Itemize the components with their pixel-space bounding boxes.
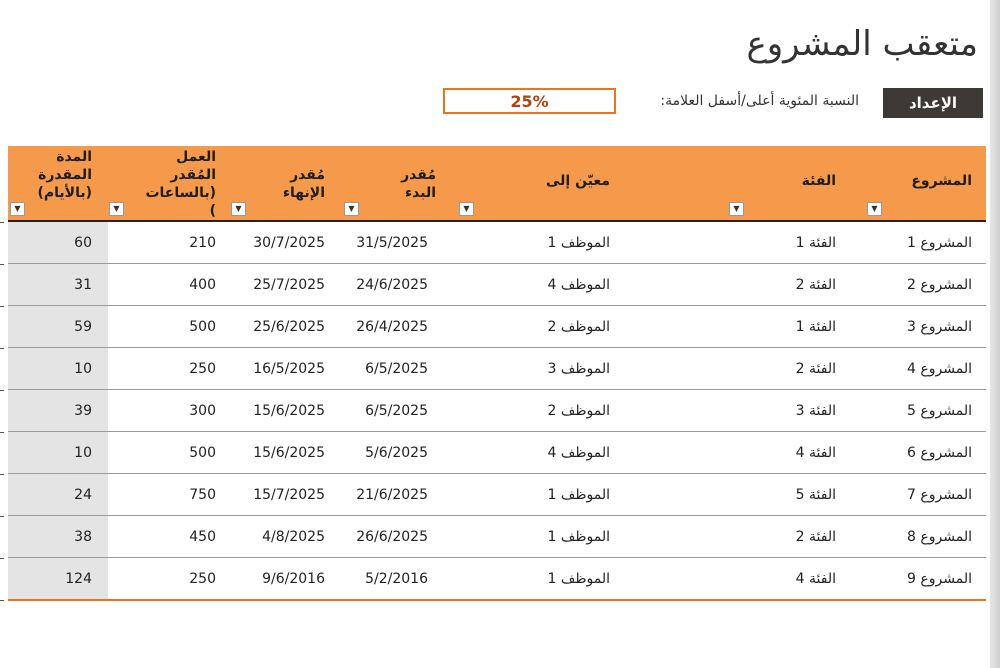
cell-project[interactable]: المشروع 3 (907, 318, 972, 335)
cell-project[interactable]: المشروع 5 (907, 402, 972, 419)
cell-assigned-to[interactable]: الموظف 1 (547, 570, 610, 587)
cell-project[interactable]: المشروع 1 (907, 234, 972, 251)
table-row (8, 264, 986, 306)
cell-est-duration-days[interactable]: 10 (8, 348, 108, 389)
edge-tick (0, 390, 4, 391)
edge-tick (0, 474, 4, 475)
threshold-percent-input[interactable]: 25% (443, 88, 616, 114)
cell-est-start[interactable]: 31/5/2025 (356, 234, 428, 251)
cell-est-start[interactable]: 26/6/2025 (356, 528, 428, 545)
table-row (8, 516, 986, 558)
cell-project[interactable]: المشروع 4 (907, 360, 972, 377)
cell-est-start[interactable]: 5/2/2016 (365, 570, 428, 587)
cell-est-end[interactable]: 30/7/2025 (253, 234, 325, 251)
cell-category[interactable]: الفئة 4 (795, 570, 836, 587)
table-row (8, 222, 986, 264)
filter-dropdown-icon[interactable]: ▼ (10, 202, 25, 216)
header-label-assigned-to: معيّن إلى (546, 173, 610, 189)
header-cell-project (866, 146, 986, 220)
filter-dropdown-icon[interactable]: ▼ (344, 202, 359, 216)
left-edge-ticks (0, 222, 4, 602)
cell-est-start[interactable]: 6/5/2025 (365, 402, 428, 419)
filter-dropdown-icon[interactable]: ▼ (231, 202, 246, 216)
edge-tick (0, 222, 4, 223)
cell-est-duration-days[interactable]: 39 (8, 390, 108, 431)
header-cell-est-duration-days (8, 146, 108, 220)
edge-tick (0, 306, 4, 307)
cell-category[interactable]: الفئة 2 (795, 528, 836, 545)
cell-est-work-hours[interactable]: 300 (189, 402, 216, 419)
cell-assigned-to[interactable]: الموظف 2 (547, 318, 610, 335)
cell-est-duration-days[interactable]: 10 (8, 432, 108, 473)
cell-est-duration-days[interactable]: 59 (8, 306, 108, 347)
edge-tick (0, 600, 4, 601)
cell-project[interactable]: المشروع 2 (907, 276, 972, 293)
cell-project[interactable]: المشروع 8 (907, 528, 972, 545)
cell-est-work-hours[interactable]: 500 (189, 444, 216, 461)
project-table (8, 146, 986, 601)
table-row (8, 390, 986, 432)
header-cell-category (728, 146, 866, 220)
cell-est-end[interactable]: 16/5/2025 (253, 360, 325, 377)
cell-est-start[interactable]: 6/5/2025 (365, 360, 428, 377)
cell-category[interactable]: الفئة 2 (795, 276, 836, 293)
cell-assigned-to[interactable]: الموظف 4 (547, 444, 610, 461)
table-body (8, 222, 986, 601)
header-label-est-end: مُقدر الإنهاء (282, 167, 325, 201)
table-row (8, 474, 986, 516)
cell-est-work-hours[interactable]: 250 (189, 360, 216, 377)
header-label-est-work-hours: العمل المُقدر (بالساعات ) (145, 149, 216, 219)
cell-project[interactable]: المشروع 7 (907, 486, 972, 503)
header-label-category: الفئة (801, 173, 836, 189)
cell-project[interactable]: المشروع 6 (907, 444, 972, 461)
table-row (8, 306, 986, 348)
filter-dropdown-icon[interactable]: ▼ (109, 202, 124, 216)
cell-category[interactable]: الفئة 1 (795, 234, 836, 251)
table-header (8, 146, 986, 222)
cell-est-end[interactable]: 25/6/2025 (253, 318, 325, 335)
setup-button[interactable]: الإعداد (883, 88, 983, 118)
cell-est-duration-days[interactable]: 38 (8, 516, 108, 557)
filter-dropdown-icon[interactable]: ▼ (867, 202, 882, 216)
cell-est-start[interactable]: 5/6/2025 (365, 444, 428, 461)
cell-assigned-to[interactable]: الموظف 2 (547, 402, 610, 419)
header-cell-assigned-to (458, 146, 728, 220)
cell-est-end[interactable]: 9/6/2016 (262, 570, 325, 587)
cell-category[interactable]: الفئة 5 (795, 486, 836, 503)
edge-tick (0, 264, 4, 265)
header-label-est-start: مُقدر البدء (401, 167, 436, 201)
header-label-est-duration-days: المدة المقدرة (بالأيام) (37, 149, 92, 201)
table-row (8, 558, 986, 601)
table-row (8, 348, 986, 390)
filter-dropdown-icon[interactable]: ▼ (729, 202, 744, 216)
cell-est-work-hours[interactable]: 250 (189, 570, 216, 587)
cell-est-start[interactable]: 26/4/2025 (356, 318, 428, 335)
edge-tick (0, 558, 4, 559)
cell-est-duration-days[interactable]: 124 (8, 558, 108, 599)
cell-category[interactable]: الفئة 4 (795, 444, 836, 461)
cell-est-start[interactable]: 21/6/2025 (356, 486, 428, 503)
cell-est-start[interactable]: 24/6/2025 (356, 276, 428, 293)
page-title: متعقب المشروع (746, 24, 978, 64)
cell-est-end[interactable]: 15/6/2025 (253, 402, 325, 419)
header-cell-est-work-hours (108, 146, 230, 220)
cell-assigned-to[interactable]: الموظف 1 (547, 486, 610, 503)
edge-tick (0, 348, 4, 349)
cell-est-end[interactable]: 4/8/2025 (262, 528, 325, 545)
header-label-project: المشروع (911, 173, 972, 189)
header-cell-est-end (230, 146, 343, 220)
filter-dropdown-icon[interactable]: ▼ (459, 202, 474, 216)
edge-tick (0, 516, 4, 517)
cell-est-work-hours[interactable]: 400 (189, 276, 216, 293)
cell-category[interactable]: الفئة 3 (795, 402, 836, 419)
cell-est-duration-days[interactable]: 31 (8, 264, 108, 305)
table-row (8, 432, 986, 474)
cell-est-end[interactable]: 15/7/2025 (253, 486, 325, 503)
threshold-label: النسبة المئوية أعلى/أسفل العلامة: (660, 93, 859, 109)
cell-est-end[interactable]: 15/6/2025 (253, 444, 325, 461)
cell-est-work-hours[interactable]: 210 (189, 234, 216, 251)
cell-est-duration-days[interactable]: 60 (8, 222, 108, 263)
cell-est-work-hours[interactable]: 500 (189, 318, 216, 335)
cell-est-work-hours[interactable]: 750 (189, 486, 216, 503)
cell-est-end[interactable]: 25/7/2025 (253, 276, 325, 293)
cell-est-work-hours[interactable]: 450 (189, 528, 216, 545)
cell-est-duration-days[interactable]: 24 (8, 474, 108, 515)
cell-category[interactable]: الفئة 2 (795, 360, 836, 377)
cell-assigned-to[interactable]: الموظف 1 (547, 528, 610, 545)
cell-assigned-to[interactable]: الموظف 4 (547, 276, 610, 293)
cell-assigned-to[interactable]: الموظف 1 (547, 234, 610, 251)
right-edge-strip (990, 0, 1000, 668)
cell-assigned-to[interactable]: الموظف 3 (547, 360, 610, 377)
cell-project[interactable]: المشروع 9 (907, 570, 972, 587)
header-cell-est-start (343, 146, 458, 220)
cell-category[interactable]: الفئة 1 (795, 318, 836, 335)
edge-tick (0, 432, 4, 433)
